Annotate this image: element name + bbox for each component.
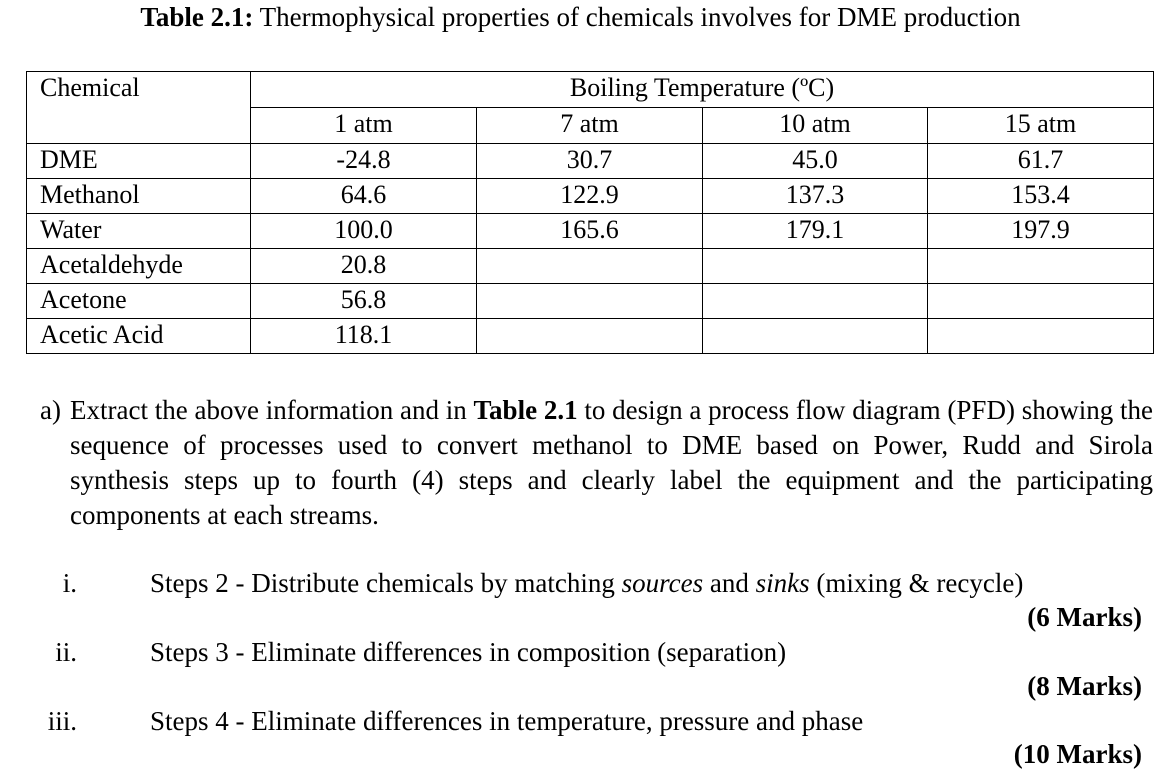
pressure-header-row [27, 108, 1154, 144]
table-cell: 122.9 [477, 179, 703, 214]
emphasis-sources: sources [621, 568, 704, 598]
chemical-header-spacer [27, 108, 251, 144]
subquestion-numeral: i. [62, 568, 77, 598]
question-text-part: Extract the above information and in [70, 395, 474, 425]
table-cell [928, 319, 1154, 354]
table-cell: 64.6 [251, 179, 477, 214]
pressure-header: 10 atm [703, 108, 928, 144]
chemical-name: DME [27, 144, 251, 179]
table-cell: 56.8 [251, 284, 477, 319]
chemical-name: Methanol [27, 179, 251, 214]
table-cell [477, 249, 703, 284]
chemical-name: Acetone [27, 284, 251, 319]
table-cell: 118.1 [251, 319, 477, 354]
table-row [27, 319, 1154, 354]
table-cell: 153.4 [928, 179, 1154, 214]
caption-text: Thermophysical properties of chemicals involves for DME production [253, 2, 1021, 32]
table-cell [703, 249, 928, 284]
table-row [27, 214, 1154, 249]
subquestion-numeral: iii. [47, 706, 77, 736]
chemical-header: Chemical [27, 72, 251, 108]
properties-table [26, 71, 1154, 354]
table-caption [0, 2, 1161, 33]
marks-label: (6 Marks) [1027, 602, 1142, 632]
pressure-header: 15 atm [928, 108, 1154, 144]
table-cell: 179.1 [703, 214, 928, 249]
table-header-row [27, 72, 1154, 108]
subquestion-text-part: (mixing & recycle) [809, 568, 1024, 598]
pressure-header: 7 atm [477, 108, 703, 144]
subquestion-numeral: ii. [55, 637, 77, 667]
table-row [27, 284, 1154, 319]
marks-label: (8 Marks) [1027, 671, 1142, 701]
subquestion-text [150, 567, 1023, 599]
table-row [27, 144, 1154, 179]
chemical-name: Water [27, 214, 251, 249]
question-text-part: to design a process flow diagram (PFD) showing the sequence of processes used to convert methanol to DME based on Power, Rudd and Sirola synthesis steps up to fourth (4) steps and clearly label the equipment and the participating components at each streams. [70, 395, 1153, 530]
table-cell: 45.0 [703, 144, 928, 179]
table-cell: 165.6 [477, 214, 703, 249]
chemical-name: Acetic Acid [27, 319, 251, 354]
subquestion-text-part: Steps 2 - Distribute chemicals by matching [150, 568, 622, 598]
question-label: a) [40, 395, 61, 425]
question-a [40, 393, 1153, 533]
table-cell: 197.9 [928, 214, 1154, 249]
subquestion-text: Steps 3 - Eliminate differences in composition (separation) [150, 637, 787, 667]
table-cell: 20.8 [251, 249, 477, 284]
subquestion-text-part: and [703, 568, 756, 598]
table-cell [928, 249, 1154, 284]
table-cell [477, 284, 703, 319]
table-cell: -24.8 [251, 144, 477, 179]
table-row [27, 179, 1154, 214]
table-cell [928, 284, 1154, 319]
table-cell [703, 319, 928, 354]
table-cell: 137.3 [703, 179, 928, 214]
marks-label: (10 Marks) [1013, 739, 1142, 769]
table-reference: Table 2.1 [473, 395, 578, 425]
table-cell [477, 319, 703, 354]
table-row [27, 249, 1154, 284]
table-cell [703, 284, 928, 319]
pressure-header: 1 atm [251, 108, 477, 144]
subquestion-text: Steps 4 - Eliminate differences in temperature, pressure and phase [150, 706, 864, 736]
table-cell: 100.0 [251, 214, 477, 249]
table-cell: 30.7 [477, 144, 703, 179]
emphasis-sinks: sinks [755, 568, 810, 598]
question-text [70, 393, 1153, 533]
boiling-temperature-header: Boiling Temperature (ºC) [251, 72, 1154, 108]
chemical-name: Acetaldehyde [27, 249, 251, 284]
table-cell: 61.7 [928, 144, 1154, 179]
caption-label: Table 2.1: [140, 2, 254, 32]
